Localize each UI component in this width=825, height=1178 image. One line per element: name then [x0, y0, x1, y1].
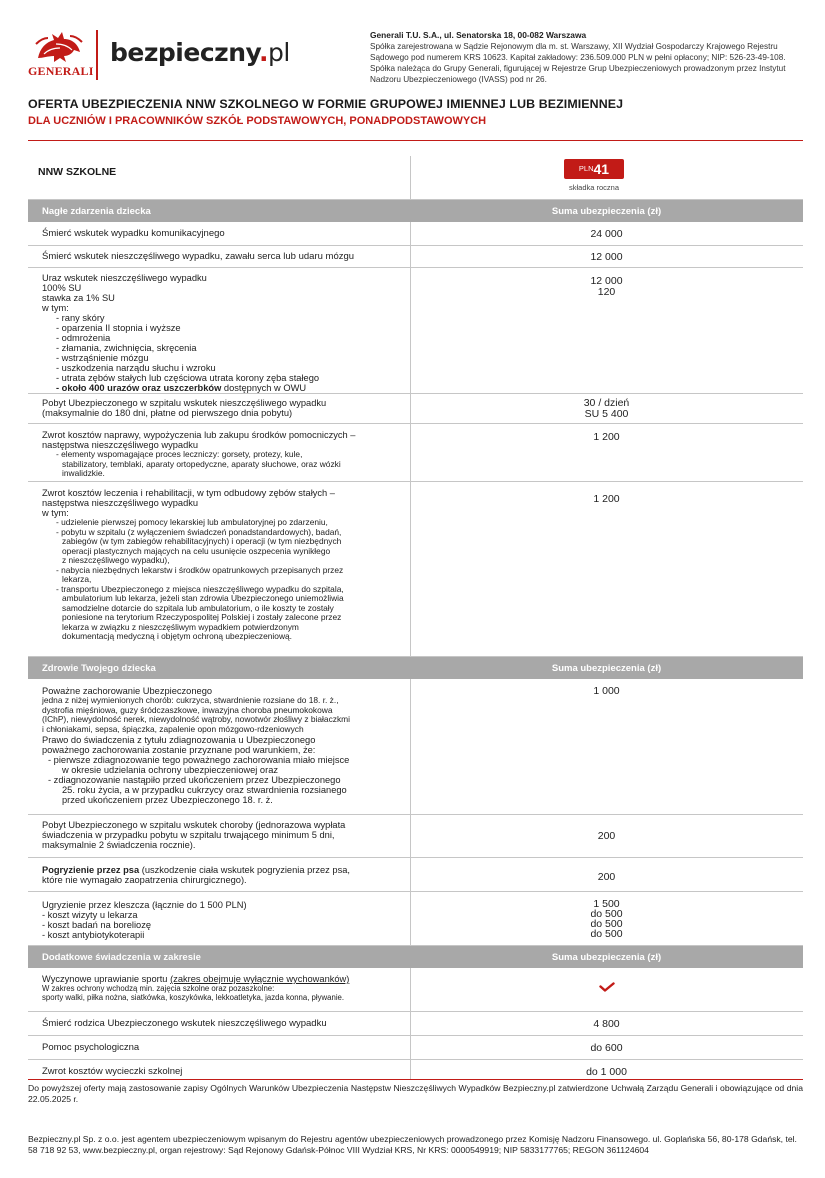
package-name: NNW SZKOLNE	[38, 166, 117, 178]
page-subtitle: DLA UCZNIÓW I PRACOWNIKÓW SZKÓŁ PODSTAWOWYCH, PONADPODSTAWOWYCH	[28, 115, 487, 127]
table-row	[28, 858, 803, 892]
section-column-title: Suma ubezpieczenia (zł)	[551, 663, 662, 674]
company-line: Nadzoru Ubezpieczeniowego (IVASS) pod nr 26.	[370, 75, 547, 84]
logo-divider	[96, 30, 98, 80]
row-value: 1 000	[593, 685, 620, 697]
section-header	[28, 657, 803, 679]
row-value: do 600	[590, 1042, 623, 1054]
row-label: Pogryzienie przez psa (uszkodzenie ciała wskutek pogryzienia przez psa, które nie wymagało zaopatrzenia chirurgicznego).	[42, 865, 350, 885]
section-column-title: Suma ubezpieczenia (zł)	[551, 952, 662, 963]
section-title: Nagłe zdarzenia dziecka	[42, 206, 151, 217]
row-label: Śmierć rodzica Ubezpieczonego wskutek nieszczęśliwego wypadku	[42, 1018, 327, 1029]
row-label: Poważne zachorowanie Ubezpieczonego jedna z niżej wymienionych chorób: cukrzyca, stwardnienie rozsiane do 18. r. ż., dystrofia mięśniowa, guzy śródczaszkowe, inwazyjna choroba pneumokokowa (IChP), niewydolność nerek, niewydolność wątroby, nowotwór złośliwy z białaczkmi i chłoniakami, sepsa, śpiączka, zapalenie opon mózgowo-rdzeniowych Prawo do świadczenia z tytułu zdiagnozowania u Ubezpieczonego poważnego zachorowania zostanie przyznane pod warunkiem, że: - pierwsze zdiagnozowanie tego poważnego zachorowania miało miejsce w okresie udzielania ochrony ubezpieczeniowej oraz - zdiagnozowanie nastąpiło przed ukończeniem przez Ubezpieczonego 25. roku życia, a w przypadku cukrzycy oraz stwardnienia rozsianego przed ukończeniem przez Ubezpieczonego 18. r. ż.	[42, 686, 350, 805]
brand-tld: pl	[268, 38, 290, 67]
company-info	[370, 30, 810, 85]
row-value: 1 500 do 500 do 500 do 500	[590, 898, 623, 940]
row-label: Zwrot kosztów wycieczki szkolnej	[42, 1066, 183, 1077]
company-line: Spółka należąca do Grupy Generali, figurującej w Rejestrze Grup Ubezpieczeniowych prowadzonym przez Instytut	[370, 64, 786, 73]
table-row	[28, 892, 803, 946]
row-value: do 1 000	[586, 1066, 627, 1078]
section-header	[28, 946, 803, 968]
footer-divider	[28, 1079, 803, 1080]
row-value: 4 800	[593, 1018, 620, 1030]
company-line: Spółka zarejestrowana w Sądzie Rejonowym dla m. st. Warszawy, XII Wydział Gospodarczy Krajowego Rejestru	[370, 42, 778, 51]
footer-agent-info: Bezpieczny.pl Sp. z o.o. jest agentem ubezpieczeniowym wpisanym do Rejestru agentów ubezpieczeniowych prowadzonego przez Komisję Nadzoru Finansowego. ul. Goplańska 56, 80-178 Gdańsk, tel. 58 718 92 53, www.bezpieczny.pl, organ rejestrowy: Sąd Rejonowy Gdańsk-Północ VIII Wydział KRS, Nr KRS: 0000549919; NIP 5833177765; REGON 361124604	[28, 1134, 797, 1155]
row-label: Zwrot kosztów leczenia i rehabilitacji, w tym odbudowy zębów stałych – następstwa nieszczęśliwego wypadku w tym: - udzielenie pierwszej pomocy lekarskiej lub ambulatoryjnej po zdarzeniu, - pobytu w szpitalu (z wyłączeniem świadczeń ponadstandardowych), badań, zabiegów (w tym zabiegów rehabilitacyjnych) i operacji (w tym niezbędnych operacji plastycznych mających na celu usunięcie oszpecenia wynikłego z nieszczęśliwego wypadku), - nabycia niezbędnych lekarstw i środków opatrunkowych przepisanych przez lekarza, - transportu Ubezpieczonego z miejsca nieszczęśliwego wypadku do szpitala, ambulatorium lub lekarza, jeżeli stan zdrowia Ubezpieczonego uniemożliwia samodzielne dotarcie do szpitala lub ambulatorium, o ile koszty te zostały poniesione na terytorium Rzeczypospolitej Polskiej i zostały zalecone przez lekarza w związku z nieszczęśliwym wypadkiem potwierdzonym dokumentacją medyczną i objętym ochroną ubezpieczeniową.	[42, 488, 344, 641]
row-label: Pomoc psychologiczna	[42, 1042, 140, 1053]
table-row	[28, 679, 803, 815]
package-row	[28, 156, 803, 200]
row-label: Śmierć wskutek nieszczęśliwego wypadku, zawału serca lub udaru mózgu	[42, 251, 355, 262]
page-header	[28, 28, 803, 88]
title-divider	[28, 140, 803, 141]
generali-wordmark: GENERALI	[28, 64, 94, 78]
row-value: 1 200	[593, 493, 620, 505]
row-label: Śmierć wskutek wypadku komunikacyjnego	[42, 228, 225, 239]
row-value: 12 000 120	[590, 275, 623, 298]
table-row	[28, 246, 803, 268]
row-label: Ugryzienie przez kleszcza (łącznie do 1 500 PLN) - koszt wizyty u lekarza - koszt badań na boreliozę - koszt antybiotykoterapii	[42, 900, 247, 940]
row-value: 200	[597, 830, 616, 842]
section-header	[28, 200, 803, 222]
row-value: 24 000	[590, 228, 623, 240]
company-name: Generali T.U. S.A., ul. Senatorska 18, 00-082 Warszawa	[370, 30, 587, 40]
row-value: 12 000	[590, 251, 623, 263]
row-value: 200	[597, 871, 616, 883]
table-row	[28, 1036, 803, 1060]
row-label: Wyczynowe uprawianie sportu (zakres obejmuje wyłącznie wychowanków) W zakres ochrony wchodzą min. zajęcia szkolne oraz pozaszkolne: sporty walki, piłka nożna, siatkówka, koszykówka, lekkoatletyka, jazda konna, pływanie.	[42, 974, 350, 1002]
row-label: Pobyt Ubezpieczonego w szpitalu wskutek nieszczęśliwego wypadku (maksymalnie do 180 dni, płatne od pierwszego dnia pobytu)	[42, 398, 327, 418]
table-row	[28, 268, 803, 394]
section-column-title: Suma ubezpieczenia (zł)	[551, 206, 662, 217]
table-row	[28, 968, 803, 1012]
table-row	[28, 222, 803, 246]
footer-terms: Do powyższej oferty mają zastosowanie zapisy Ogólnych Warunków Ubezpieczenia Następstw Nieszczęśliwych Wypadków Bezpieczny.pl zatwierdzone Uchwałą Zarządu Generali i obowiązujące od dnia 22.05.2025 r.	[28, 1083, 803, 1104]
row-label: Pobyt Ubezpieczonego w szpitalu wskutek choroby (jednorazowa wypłata świadczenia w przypadku pobytu w szpitalu trwającego minimum 5 dni, maksymalnie 2 świadczenia rocznie).	[42, 820, 346, 850]
company-line: Sądowego pod numerem KRS 10623. Kapitał zakładowy: 236.509.000 PLN w pełni opłacony; NIP: 526-23-49-108.	[370, 53, 786, 62]
generali-lion-icon	[34, 30, 84, 64]
price-value: 41	[593, 161, 610, 177]
section-title: Dodatkowe świadczenia w zakresie	[42, 952, 201, 963]
row-label: Uraz wskutek nieszczęśliwego wypadku 100% SU stawka za 1% SU w tym: - rany skóry - oparzenia II stopnia i wyższe - odmrożenia - złamania, zwichnięcia, skręcenia - wstrząśnienie mózgu - uszkodzenia narządu słuchu i wzroku - utrata zębów stałych lub częściowa utrata korony zęba stałego - około 400 urazów oraz uszczerbków dostępnych w OWU	[42, 273, 320, 393]
price-note: składka roczna	[568, 183, 620, 192]
coverage-table	[28, 156, 803, 1084]
table-row	[28, 424, 803, 482]
check-icon	[599, 982, 615, 992]
table-row	[28, 815, 803, 858]
row-value	[410, 982, 803, 995]
table-row	[28, 482, 803, 657]
row-value: 1 200	[593, 431, 620, 443]
price-currency: PLN	[578, 164, 594, 173]
brand-name: bezpieczny	[110, 38, 259, 67]
bezpieczny-logo	[110, 38, 290, 67]
table-row	[28, 1012, 803, 1036]
brand-dot: .	[259, 38, 268, 67]
section-title: Zdrowie Twojego dziecka	[42, 663, 156, 674]
generali-logo	[28, 30, 94, 80]
table-row	[28, 1060, 803, 1084]
price-badge	[564, 159, 624, 179]
row-value: 30 / dzień SU 5 400	[583, 397, 630, 420]
table-row	[28, 394, 803, 424]
page-title: OFERTA UBEZPIECZENIA NNW SZKOLNEGO W FORMIE GRUPOWEJ IMIENNEJ LUB BEZIMIENNEJ	[28, 97, 624, 111]
row-label: Zwrot kosztów naprawy, wypożyczenia lub zakupu środków pomocniczych – następstwa nieszczęśliwego wypadku - elementy wspomagające proces leczniczy: gorsety, protezy, kule, stabilizatory, temblaki, aparaty ortopedyczne, aparaty słuchowe, oraz wózki inwalidzkie.	[42, 430, 356, 478]
